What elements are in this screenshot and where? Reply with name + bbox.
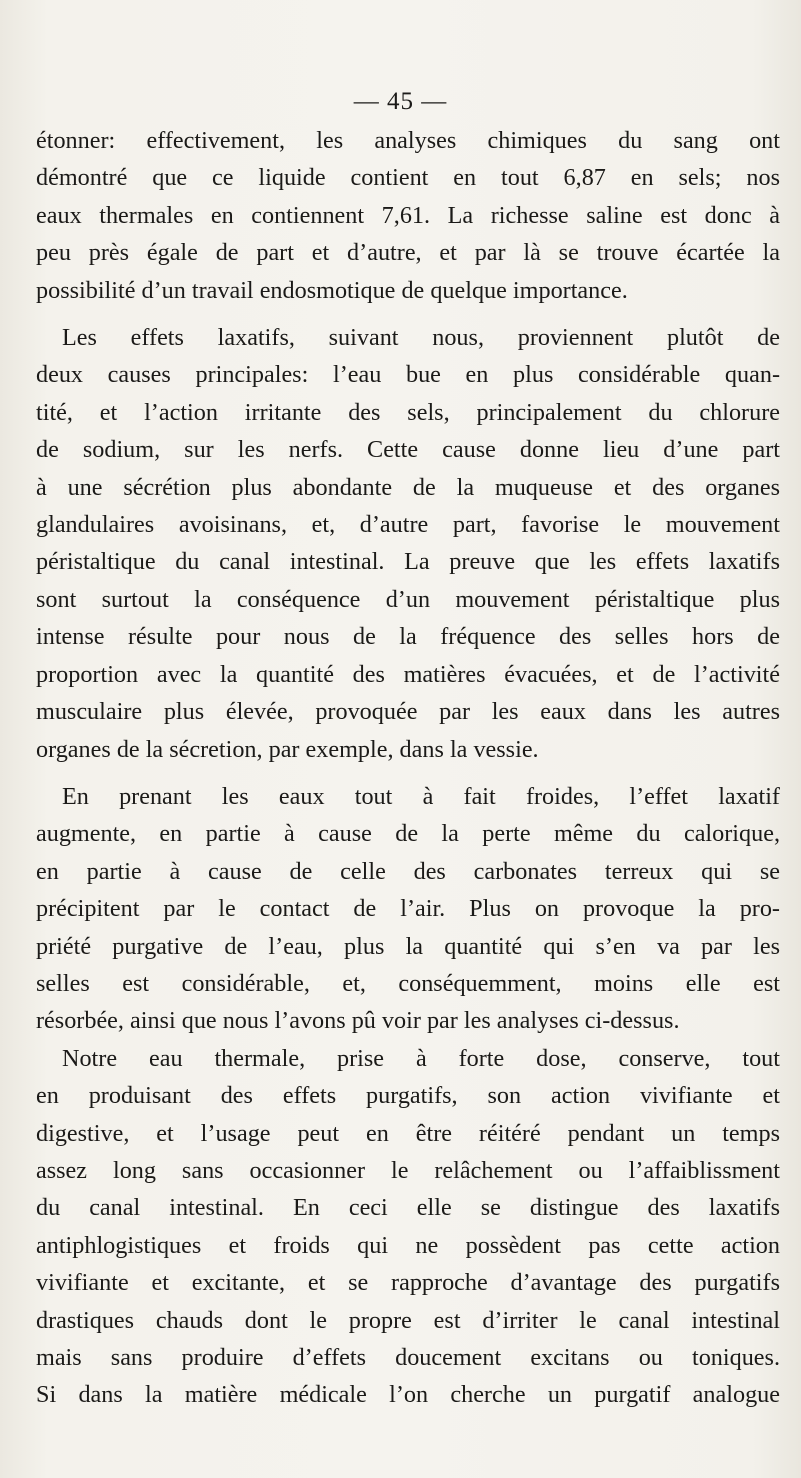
text-line: digestive, et l’usage peut en être réitéré pendant un temps (36, 1119, 780, 1147)
text-line: proportion avec la quantité des matières évacuées, et de l’activité (36, 660, 780, 688)
paragraph-2 (36, 319, 780, 768)
text-line: antiphlogistiques et froids qui ne possèdent pas cette action (36, 1231, 780, 1259)
text-line: organes de la sécretion, par exemple, dans la vessie. (36, 735, 539, 763)
paragraph-3 (36, 778, 780, 1040)
text-line: deux causes principales: l’eau bue en plus considérable quan- (36, 361, 780, 389)
text-line: de sodium, sur les nerfs. Cette cause donne lieu d’une part (36, 436, 780, 464)
text-line: priété purgative de l’eau, plus la quantité qui s’en va par les (36, 932, 780, 960)
text-line: augmente, en partie à cause de la perte même du calorique, (36, 820, 780, 848)
text-line: vivifiante et excitante, et se rapproche d’avantage des purgatifs (36, 1269, 780, 1297)
paragraph-1 (36, 122, 780, 309)
text-line: drastiques chauds dont le propre est d’irriter le canal intestinal (36, 1306, 780, 1334)
text-line: assez long sans occasionner le relâchement ou l’affaiblissment (36, 1156, 780, 1184)
body-text (36, 122, 780, 1424)
text-line: En prenant les eaux tout à fait froides, l’effet laxatif (62, 782, 780, 810)
page-number: — 45 — (353, 88, 448, 115)
text-line: résorbée, ainsi que nous l’avons pû voir par les analyses ci-dessus. (36, 1007, 680, 1035)
text-line: du canal intestinal. En ceci elle se distingue des laxatifs (36, 1194, 780, 1222)
text-line: tité, et l’action irritante des sels, principalement du chlorure (36, 398, 780, 426)
text-line: peu près égale de part et d’autre, et par là se trouve écartée la (36, 239, 780, 267)
text-line: sont surtout la conséquence d’un mouvement péristaltique plus (36, 585, 780, 613)
text-line: précipitent par le contact de l’air. Plus on provoque la pro- (36, 895, 780, 923)
text-line: glandulaires avoisinans, et, d’autre part, favorise le mouvement (36, 511, 780, 539)
text-line: en partie à cause de celle des carbonates terreux qui se (36, 857, 780, 885)
text-line: étonner: effectivement, les analyses chimiques du sang ont (36, 127, 780, 154)
text-line: musculaire plus élevée, provoquée par les eaux dans les autres (36, 698, 780, 726)
text-line: à une sécrétion plus abondante de la muqueuse et des organes (36, 473, 780, 501)
text-line: démontré que ce liquide contient en tout 6,87 en sels; nos (36, 164, 780, 192)
text-line: en produisant des effets purgatifs, son action vivifiante et (36, 1082, 780, 1110)
text-line: possibilité d’un travail endosmotique de quelque importance. (36, 276, 628, 304)
text-line: Si dans la matière médicale l’on cherche un purgatif analogue (36, 1381, 780, 1409)
text-line: Les effets laxatifs, suivant nous, proviennent plutôt de (62, 324, 780, 352)
text-line: Notre eau thermale, prise à forte dose, conserve, tout (62, 1044, 780, 1072)
text-line: intense résulte pour nous de la fréquence des selles hors de (36, 623, 780, 651)
text-line: mais sans produire d’effets doucement excitans ou toniques. (36, 1344, 780, 1371)
text-line: péristaltique du canal intestinal. La preuve que les effets laxatifs (36, 548, 780, 576)
text-line: eaux thermales en contiennent 7,61. La richesse saline est donc à (36, 201, 780, 229)
text-line: selles est considérable, et, conséquemment, moins elle est (36, 969, 780, 997)
paragraph-4 (36, 1040, 780, 1414)
